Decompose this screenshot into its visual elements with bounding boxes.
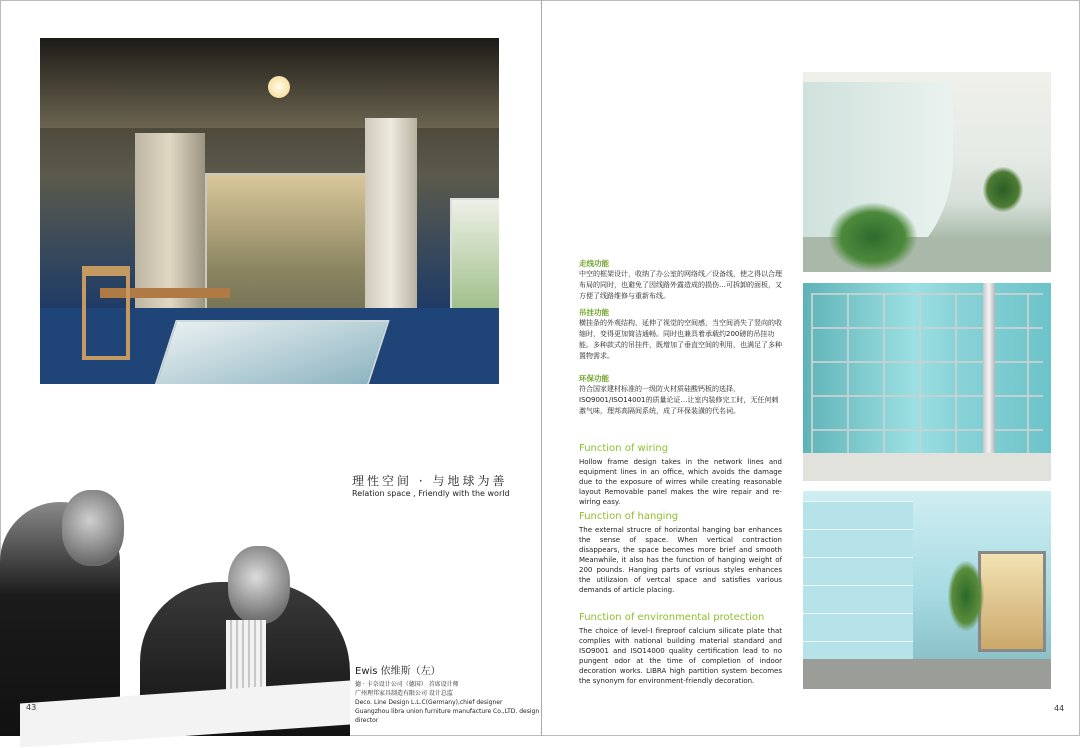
cn-heading-wiring: 走线功能 xyxy=(579,259,609,268)
cn-body-wiring: 中空的框架设计，收纳了办公室的网络线／设备线，使之得以合理布局的同时，也避免了因线路外露造成的损伤…可拆卸的面板，又方便了线路维修与重新布线。 xyxy=(579,270,782,300)
office-interior-photo xyxy=(40,38,499,384)
page-number-right: 44 xyxy=(1054,704,1065,713)
cn-section-hanging xyxy=(579,307,782,362)
cn-body-hanging: 横挂条的外观结构，延伸了视觉的空间感，当空间消失了竖向的收缩时，变得更加简洁通畅。同时也兼具着承载约200磅的吊挂功能。多种款式的吊挂件，既增加了垂直空间的利用，也满足了多种置物需求。 xyxy=(579,319,782,360)
en-body-environment: The choice of level-I fireproof calcium silicate plate that complies with national building material standard and ISO9001 and ISO14000 quality certification lead to no pungent odor at the time of completion of indoor decoration works. LIBRA high partition system becomes the synonym for environment-friendly decoration. xyxy=(579,627,782,685)
designer-caption xyxy=(355,665,545,725)
designer-title-en-2: Guangzhou libra union furniture manufacture Co.,LTD. design director xyxy=(355,708,540,724)
page-gutter xyxy=(541,0,542,736)
cn-heading-hanging: 吊挂功能 xyxy=(579,308,609,317)
en-section-environment xyxy=(579,611,782,686)
designers-photo xyxy=(0,482,350,736)
designer-title-cn-1: 德 · 卡奈设计公司（德国） 首席设计师 xyxy=(355,681,459,688)
tagline-english: Relation space , Friendly with the world xyxy=(352,489,510,498)
cn-body-environment: 符合国家建材标准的一级防火材质硅酸钙板的选择，ISO9001/ISO14001的质量论证…让室内装修完工时，无任何刺激气味，理邦高隔间系统，成了环保装潢的代名词。 xyxy=(579,385,779,415)
cn-heading-environment: 环保功能 xyxy=(579,374,609,383)
en-section-wiring xyxy=(579,442,782,507)
cn-section-wiring xyxy=(579,258,782,302)
page-number-left: 43 xyxy=(26,703,37,712)
corridor-partition-photo xyxy=(803,491,1051,689)
en-heading-hanging: Function of hanging xyxy=(579,511,679,522)
cn-section-environment xyxy=(579,373,782,417)
en-section-hanging xyxy=(579,510,782,595)
glass-partition-photo xyxy=(803,283,1051,481)
en-body-wiring: Hollow frame design takes in the network lines and equipment lines in an office, which avoids the damage due to the exposure of wirres while creating reasonable layout Removable panel makes the wire repair and re-wiring easy. xyxy=(579,458,782,506)
tagline-chinese: 理性空间 · 与地球为善 xyxy=(352,474,508,488)
lobby-partition-photo xyxy=(803,72,1051,272)
designer-title-en-1: Deco. Line Design L.L.C(Germany),chief designer xyxy=(355,699,503,706)
en-heading-wiring: Function of wiring xyxy=(579,443,669,454)
en-heading-environment: Function of environmental protection xyxy=(579,612,765,623)
designer-name: Ewis 依维斯（左） xyxy=(355,666,441,677)
designer-title-cn-2: 广州理邦家具制造有限公司 设计总监 xyxy=(355,690,453,697)
en-body-hanging: The external strucre of horizontal hanging bar enhances the sense of space. When vertical contraction disappears, the space becomes more brief and smooth Meanwhile, it also has the function of hanging weight of 200 pounds. Hanging parts of vsrious styles enhances the utilizaion of vertcal space and satisfies various demands of article placing. xyxy=(579,526,782,594)
